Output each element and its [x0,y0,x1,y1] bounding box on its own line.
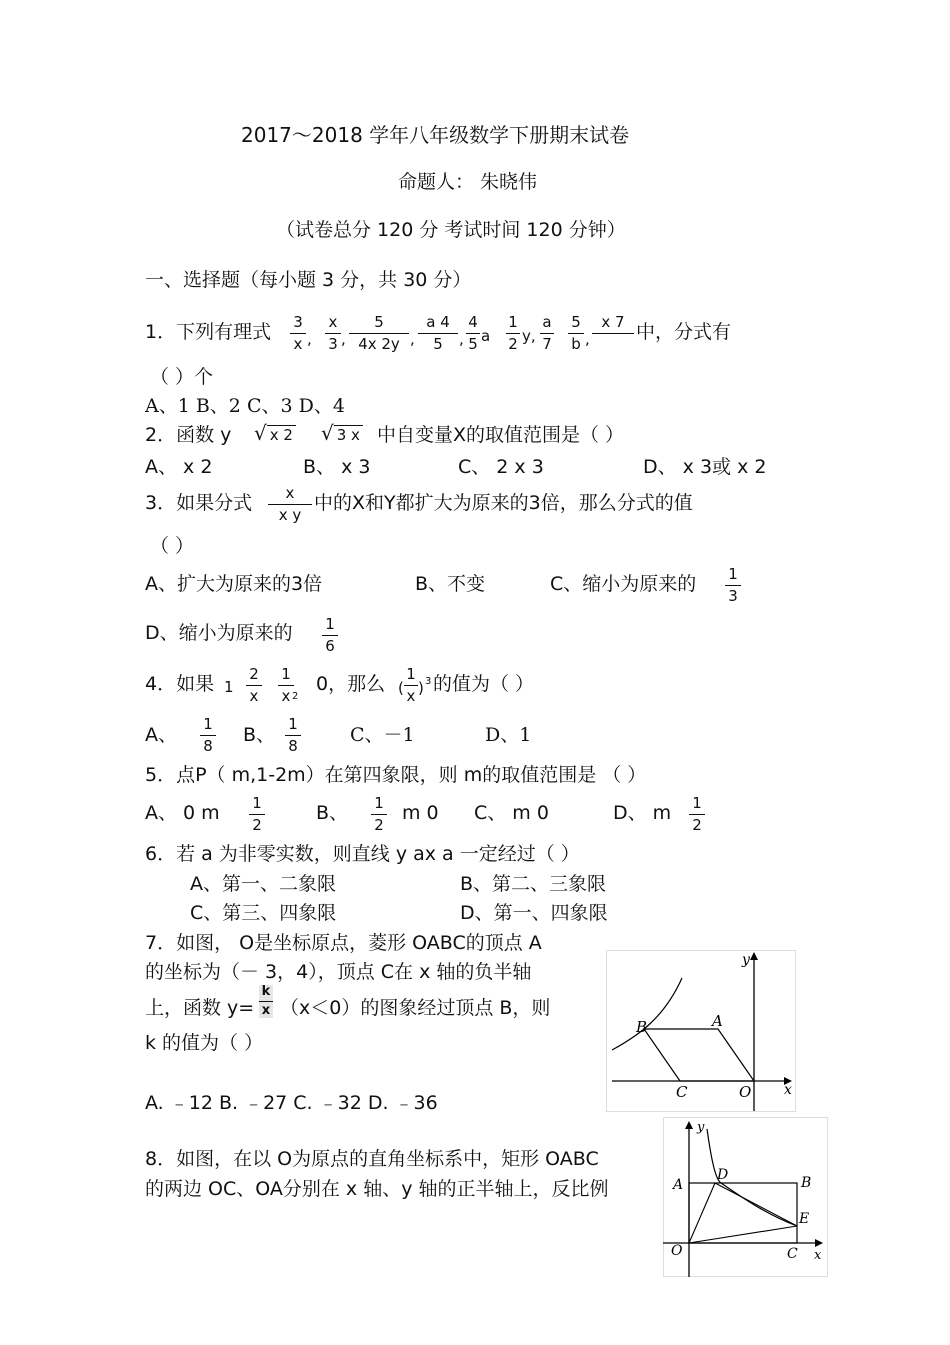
q3-option-d: D、缩小为原来的 [145,622,293,644]
q8-line-1: 8．如图，在以 O为原点的直角坐标系中，矩形 OABC [145,1148,599,1170]
q3-option-a: A、扩大为原来的3倍 [145,573,323,595]
q2-option-c: C、 2 x 3 [458,456,544,478]
q7-line-2: 的坐标为（－ 3，4），顶点 C在 x 轴的负半轴 [145,961,532,983]
q8-line-2: 的两边 OC、OA分别在 x 轴、y 轴的正半轴上，反比例 [145,1178,609,1200]
q5-option-d: D、 m [613,802,672,824]
exam-info: （试卷总分 120 分 考试时间 120 分钟） [276,219,626,241]
q5-option-d-fraction: 1 2 [689,795,705,834]
q5-option-a: A、 0 m [145,802,220,824]
q1-suffix: 中，分式有 [636,321,732,343]
q4-option-b-fraction: 1 8 [285,716,301,755]
q4-prefix: 4．如果 [145,673,215,695]
q8-segment-oe [689,1226,797,1243]
q1-fraction-3: 5 4x 2y [349,314,409,353]
q4-fraction-a: 2 x [246,666,262,705]
q2-radical-1: √ x 2 [254,421,296,445]
q7-label-c: C [676,1083,688,1101]
q1-comma: , [410,330,415,348]
q1-comma: , [341,330,346,348]
q8-label-y: y [697,1120,705,1135]
q1-fraction-4: a 4 5 [418,314,458,353]
q6-option-b: B、第二、三象限 [460,873,607,895]
q7-figure-frame [607,951,796,1112]
q1-options: A、1 B、2 C、3 D、4 [145,395,345,417]
q4-paren-close: ) [418,679,424,697]
q4-exponent-2: 2 [292,691,299,702]
q3-option-c-fraction: 1 3 [725,566,741,605]
q2-option-a: A、 x 2 [145,456,213,478]
q8-segment-de [715,1183,797,1226]
q1-fraction-6: 1 2 [506,314,520,353]
q7-label-a: A [712,1012,723,1030]
q4-option-a: A、 [145,724,177,746]
q4-one: 1 [224,678,234,696]
q7-line-3b: （x＜0）的图象经过顶点 B，则 [280,997,551,1019]
q4-option-c: C、－1 [350,724,415,746]
q3-prefix: 3．如果分式 [145,492,253,514]
q7-label-x: x [784,1082,792,1098]
q4-exponent-3: 3 [425,676,432,687]
q1-comma: , [459,330,464,348]
q7-rhombus [644,1029,754,1081]
q5-text: 5．点P（ m,1-2m）在第四象限，则 m的取值范围是 （ ） [145,764,647,786]
q8-figure-frame [664,1118,828,1277]
q7-line-1: 7．如图， O是坐标原点，菱形 OABC的顶点 A [145,932,542,954]
q3-option-d-fraction: 1 6 [322,616,338,655]
q1-prefix: 1．下列有理式 [145,321,272,343]
q8-segment-od [689,1183,715,1243]
q8-label-x: x [814,1248,822,1263]
q3-option-b: B、不变 [415,573,486,595]
q5-option-c: C、 m 0 [474,802,549,824]
q4-option-a-fraction: 1 8 [200,716,216,755]
q1-fraction-7: a 7 [540,314,554,353]
q8-label-a: A [673,1177,684,1193]
page-title: 2017～2018 学年八年级数学下册期末试卷 [241,123,630,147]
q6-text: 6．若 a 为非零实数，则直线 y ax a 一定经过（ ） [145,843,580,865]
q1-var: a [481,327,491,345]
q1-fraction-8: 5 b [568,314,584,353]
q3-suffix: 中的X和Y都扩大为原来的3倍，那么分式的值 [314,492,693,514]
q2-option-d: D、 x 3或 x 2 [643,456,767,478]
q8-label-b: B [801,1175,812,1191]
q4-paren-open: ( [398,679,404,697]
q8-label-o: O [671,1243,683,1259]
q5-option-a-fraction: 1 2 [249,795,265,834]
q3-fraction: x x y [268,485,312,524]
q4-fraction-c: 1 x [404,666,418,705]
q7-y-arrow [750,952,758,960]
q4-zero: 0，那么 [316,673,386,695]
q1-comma: , [585,330,590,348]
q8-label-c: C [787,1246,798,1262]
q5-option-b-fraction: 1 2 [371,795,387,834]
q1-fraction-9: x 7 [592,314,634,336]
q4-option-d: D、1 [485,724,532,746]
q2-suffix: 中自变量X的取值范围是（ ） [377,424,625,446]
q4-suffix: 的值为（ ） [433,673,535,695]
q2-prefix: 2．函数 y [145,424,232,446]
q1-fraction-5: 4 5 [466,314,480,353]
q6-option-d: D、第一、四象限 [460,902,608,924]
q8-label-e: E [799,1211,810,1227]
q8-y-arrow [685,1121,693,1129]
q7-options: A. ﹣12 B. ﹣27 C. ﹣32 D. ﹣36 [145,1092,438,1114]
q7-line-3a: 上，函数 y= [145,997,255,1019]
q1-paren: （ ）个 [150,366,214,388]
q7-figure [606,950,796,1112]
q1-fraction-2: x 3 [325,314,341,353]
q1-comma: , [307,330,312,348]
q3-paren: （ ） [150,535,195,557]
q8-label-d: D [717,1167,729,1183]
q3-option-c: C、缩小为原来的 [550,573,697,595]
q2-radical-2: √ 3 x [321,421,363,445]
q6-option-a: A、第一、二象限 [190,873,336,895]
q7-label-b: B [636,1018,648,1036]
q4-fraction-b: 1 x [278,666,294,705]
q2-option-b: B、 x 3 [303,456,371,478]
q8-x-arrow [815,1239,823,1247]
author-line: 命题人： 朱晓伟 [398,171,538,193]
q5-option-b: B、 [316,802,349,824]
q8-figure [663,1117,828,1277]
q7-label-o: O [739,1083,752,1101]
q7-k-over-x: k x [259,985,273,1018]
q6-option-c: C、第三、四象限 [190,902,337,924]
q7-label-y: y [742,952,750,968]
q1-fraction-1: 3 x [290,314,306,353]
q7-hyperbola [612,978,682,1050]
q7-line-4: k 的值为（ ） [145,1032,264,1054]
section-heading-choice: 一、选择题（每小题 3 分，共 30 分） [145,269,472,291]
q4-option-b: B、 [243,724,276,746]
q5-option-b-rest: m 0 [402,802,439,824]
q1-var: y, [522,327,536,345]
